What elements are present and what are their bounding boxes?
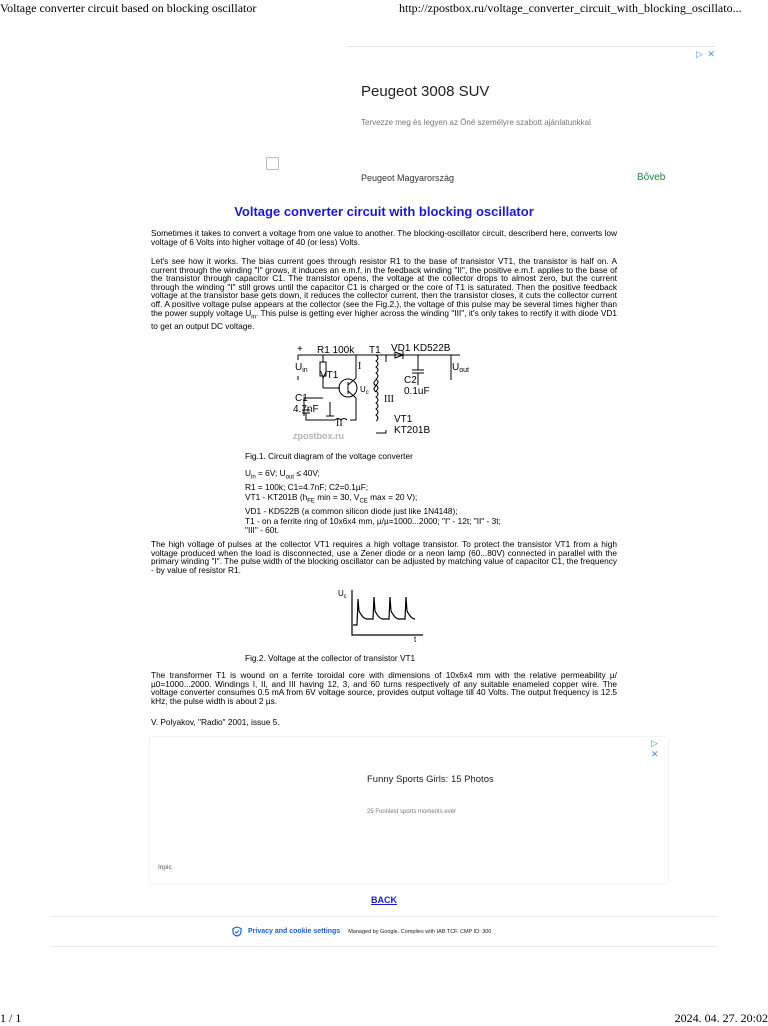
back-link[interactable]: BACK [371, 895, 397, 905]
waveform-uc-label: $U_c$ [338, 589, 347, 600]
circuit-diagram [290, 340, 480, 445]
spec-voltage: $U_{in} = 6V$; $U_{out} \le 40V$; [245, 468, 320, 481]
ad-bottom-brand: Inpic [158, 864, 172, 871]
article-title: Voltage converter circuit with blocking oscillator [234, 204, 534, 219]
ad-bottom-title[interactable]: Funny Sports Girls: 15 Photos [367, 774, 494, 785]
privacy-bar [232, 926, 491, 937]
divider-top [50, 916, 717, 917]
paragraph-how-it-works: Let's see how it works. The bias current goes through resistor R1 to the base of transistor VT1, the transistor is half on. A current through the winding "I" grows, it induces an e.m.f. in the feedback winding "II", the positive e.m.f. applies to the base of the transistor through capacitor C1. The transistor opens, the voltage at the collector drops to almost zero, but the current through the winding "I" still grows until the capacitor C1 is charged or the core of T1 is saturated. Then the positive feedback voltage at the transistor base gets down, it reduces the collector current, then the transistor closes, it cuts the collector current off. A positive voltage pulse appears at the collector (see the Fig.2.), the voltage of this pulse may be several times higher than the power supply voltage $U_{in}$. This pulse is getting ever higher across the winding "III", it's only takes to rectify it with diode VD1 to get an output DC voltage. [151, 256, 617, 331]
print-page-number: 1 / 1 [0, 1011, 22, 1025]
r1-label: R1 100k [317, 345, 355, 356]
watermark: zpostbox.ru [293, 431, 344, 441]
c2-label: C2 [404, 375, 417, 386]
ad-bottom-choices-icon[interactable]: ▷ ✕ [651, 738, 660, 759]
spec-transformer: T1 - on a ferrite ring of 10x6x4 mm, µ/µ=1000...2000; "I" - 12t; "II" - 3t; [245, 515, 501, 526]
c1-label: C1 [295, 393, 308, 404]
privacy-managed-text: Managed by Google. Complies with IAB TCF. CMP ID: 300 [348, 928, 492, 935]
paragraph-protection: The high voltage of pulses at the collector VT1 requires a high voltage transistor. To protect the transistor VT1 from a high voltage produced when the load is disconnected, use a Zener diode or a neon lamp (60...80V) connected in parallel with the primary winding "I". The pulse width of the blocking oscillator can be adjusted by matching value of capacitor C1, the frequency - by value of resistor R1. [151, 539, 617, 575]
kt201b-label: KT201B [394, 425, 431, 436]
print-page-url: http://zpostbox.ru/voltage_converter_circuit_with_blocking_oscillato... [399, 1, 742, 15]
vt1-label: VT1 [320, 370, 339, 381]
component-list [245, 469, 501, 536]
waveform-t-label: t [414, 635, 417, 643]
divider-bottom [50, 946, 717, 947]
waveform-chart [337, 585, 423, 643]
ad-checkbox-icon [266, 157, 279, 170]
spec-passives: R1 = 100k; C1=4.7nF; C2=0.1µF; [245, 482, 369, 493]
plus-label: + [297, 344, 303, 355]
ad-title[interactable]: Peugeot 3008 SUV [361, 83, 490, 100]
winding-1-label: I [358, 361, 362, 372]
spec-diode: VD1 - KD522B (a common silicon diode just like 1N4148); [245, 506, 458, 517]
ad-more-button[interactable]: Bőveb [637, 172, 666, 183]
ad-bottom-subtitle: 25 Funniest sports moments ever [367, 809, 457, 815]
winding-2-label: II [336, 418, 343, 429]
uout-label: $U_{out}$ [452, 362, 469, 374]
paragraph-intro: Sometimes it takes to convert a voltage from one value to another. The blocking-oscillator circuit, describerd here, converts low voltage of 6 Volts into higher voltage of 40 (or less) Volts. [151, 228, 617, 247]
vt1-part-label: VT1 [394, 414, 413, 425]
ad-choices-icon[interactable]: ▷ ✕ [696, 49, 716, 59]
uin-label: $U_{in}$ [295, 362, 308, 374]
ad-brand: Peugeot Magyarország [361, 173, 455, 183]
vd1-label: VD1 KD522B [391, 343, 451, 354]
shield-icon [232, 926, 242, 937]
ad-top[interactable] [346, 46, 716, 197]
winding-3-label: III [384, 394, 394, 405]
t1-label: T1 [369, 345, 381, 356]
print-page-title: Voltage converter circuit based on blocking oscillator [0, 1, 257, 15]
fig1-caption: Fig.1. Circuit diagram of the voltage converter [245, 451, 413, 461]
ad-subtitle: Tervezze meg és legyen az Öné személyre szabott ajánlatunkkal [361, 118, 591, 127]
c1-value-label: 4.7nF [293, 404, 319, 415]
spec-transistor: VT1 - KT201B ($h_{FE}$ min = 30, $V_{CE}$ max = 20 V); [245, 491, 418, 505]
c2-value-label: 0.1uF [404, 386, 430, 397]
ad-bottom[interactable] [150, 737, 668, 883]
fig2-caption: Fig.2. Voltage at the collector of transistor VT1 [245, 653, 416, 663]
print-datetime: 2024. 04. 27. 20:02 [674, 1011, 768, 1025]
source-citation: V. Polyakov, "Radio" 2001, issue 5. [151, 717, 280, 727]
spec-transformer-2: "III" - 60t. [245, 525, 280, 536]
uc-label: $U_c$ [360, 385, 369, 396]
paragraph-transformer: The transformer T1 is wound on a ferrite toroidal core with dimensions of 10x6x4 mm with the relative permeability µ/µ0=1000...2000. Windings I, II, and III having 12, 3, and 60 turns respectively of any suitable enameled copper wire. The voltage converter consumes 0.5 mA from 6V voltage source, provides output voltage till 40 Volts. The output frequency is 12.5 kHz, the pulse width is about 2 µs. [151, 670, 617, 706]
privacy-settings-link[interactable]: Privacy and cookie settings [248, 928, 341, 935]
